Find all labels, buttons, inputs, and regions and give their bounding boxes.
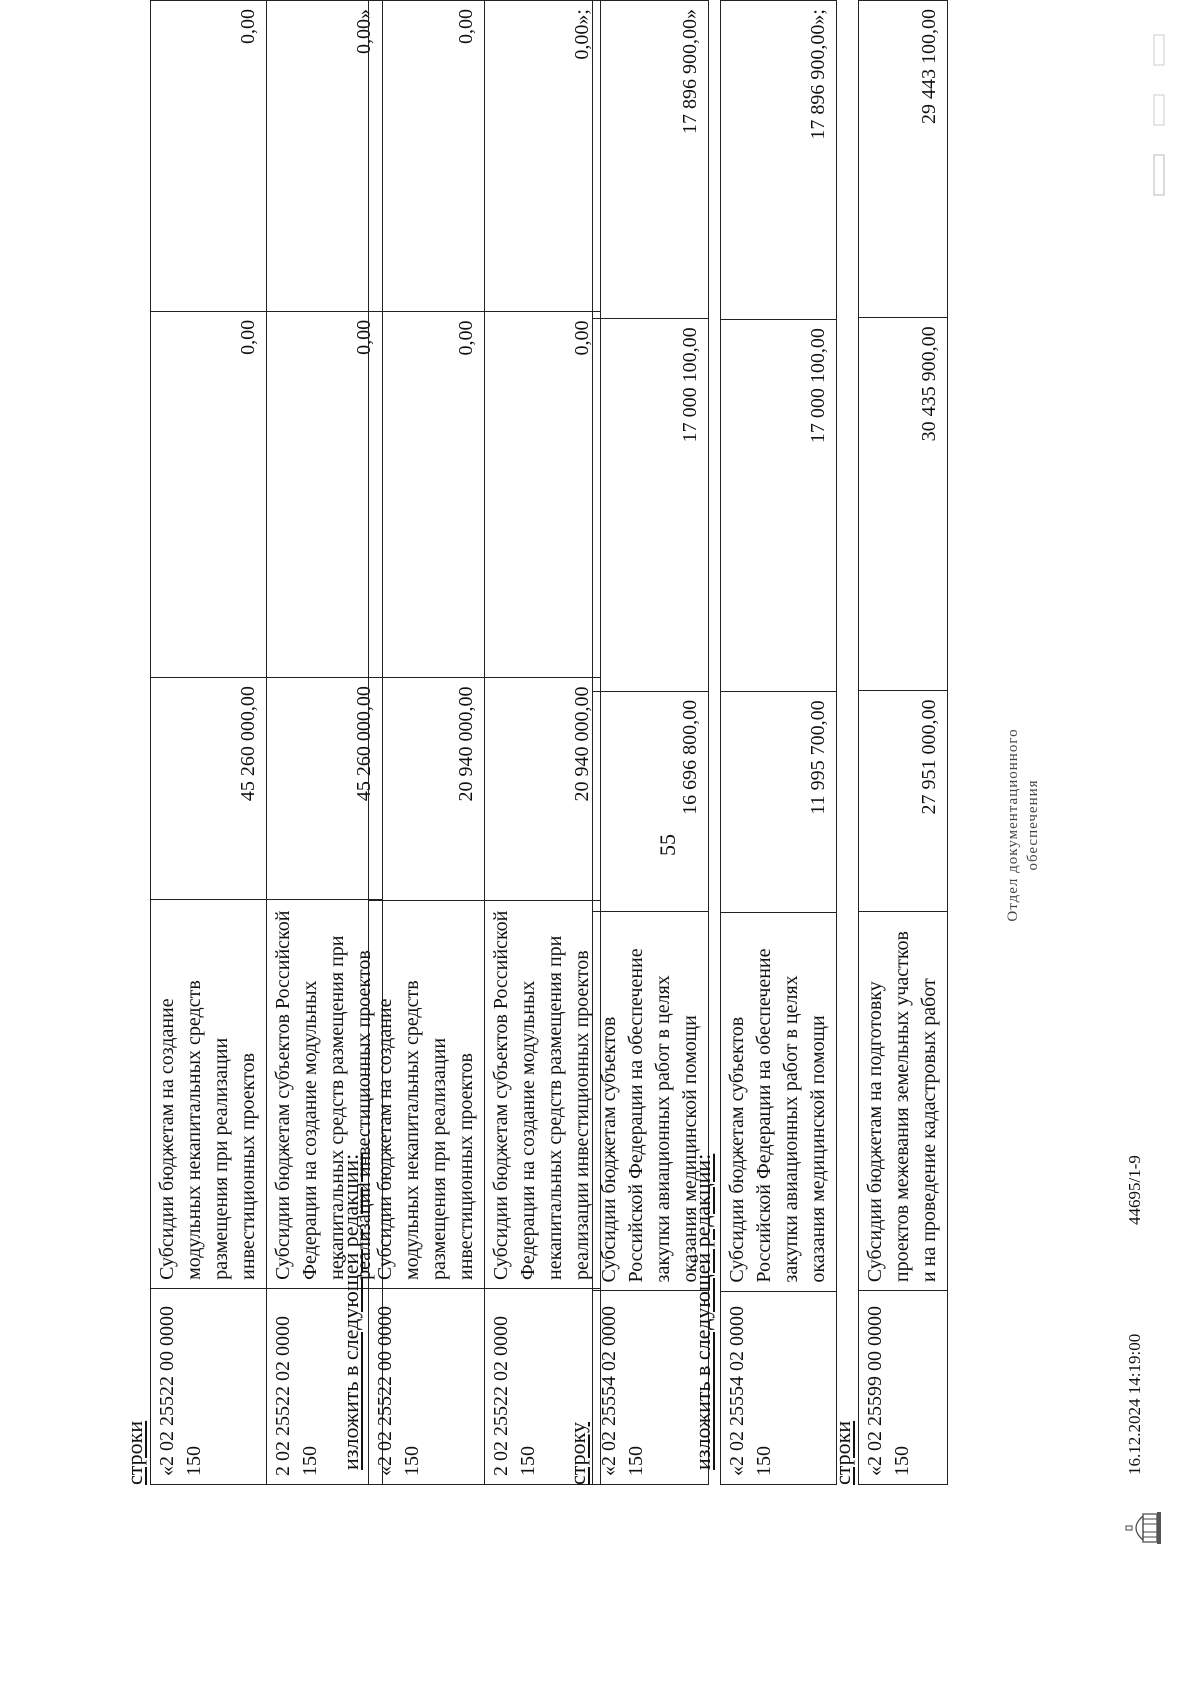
row-value-3: 17 896 900,00» — [593, 1, 709, 319]
section-label-1: строки — [122, 1420, 147, 1485]
row-name: Субсидии бюджетам субъектов Российской Федерации на обеспечение закупки авиационных работ в целях оказания медицинской помощи — [721, 912, 837, 1291]
row-value-3: 17 896 900,00»; — [721, 1, 837, 320]
row-value-3: 0,00 — [369, 1, 485, 312]
row-code: «2 02 25554 02 0000 150 — [721, 1291, 837, 1484]
row-value-1: 45 260 000,00 — [151, 678, 267, 900]
row-code: «2 02 25522 00 0000 150 — [151, 1288, 267, 1484]
stamp-line-2: обеспечения — [1025, 779, 1041, 871]
row-value-2: 0,00 — [369, 312, 485, 678]
row-value-3: 0,00»; — [485, 1, 601, 312]
table-section-2 — [368, 0, 601, 1485]
duma-logo-icon — [1125, 1511, 1165, 1545]
row-value-2: 0,00 — [485, 312, 601, 678]
row-value-1: 45 260 000,00 — [267, 678, 383, 900]
row-name: Субсидии бюджетам субъектов Российской Федерации на создание модульных некапитальных средств размещения при реализации инвестиционных проектов — [267, 900, 383, 1288]
table-row — [859, 1, 948, 1485]
row-name: Субсидии бюджетам субъектов Российской Федерации на обеспечение закупки авиационных работ в целях оказания медицинской помощи — [593, 912, 709, 1291]
row-value-1: 20 940 000,00 — [369, 678, 485, 900]
row-code: 2 02 25522 02 0000 150 — [485, 1288, 601, 1484]
row-value-2: 30 435 900,00 — [859, 318, 948, 691]
section-label-5: строки — [830, 1420, 855, 1485]
row-name: Субсидии бюджетам на создание модульных некапитальных средств размещения при реализации инвестиционных проектов — [369, 900, 485, 1288]
row-value-3: 0,00 — [151, 1, 267, 312]
section-label-2: изложить в следующей редакции: — [338, 1153, 363, 1470]
row-value-3: 0,00» — [267, 1, 383, 312]
row-name: Субсидии бюджетам на создание модульных некапитальных средств размещения при реализации инвестиционных проектов — [151, 900, 267, 1288]
section-label-3: строку — [565, 1421, 590, 1485]
table-row — [721, 1, 837, 1485]
table-row — [267, 1, 383, 1485]
table-row — [485, 1, 601, 1485]
page-number: 55 — [655, 834, 680, 856]
footer-datetime: 16.12.2024 14:19:00 — [1125, 1333, 1144, 1475]
row-code: 2 02 25522 02 0000 150 — [267, 1288, 383, 1484]
row-name: Субсидии бюджетам на подготовку проектов межевания земельных участков и на проведение кадастровых работ — [859, 912, 948, 1291]
scan-marks — [1150, 15, 1170, 215]
row-value-1: 20 940 000,00 — [485, 678, 601, 900]
row-value-1: 16 696 800,00 — [593, 691, 709, 912]
stamp-line-1: Отдел документационного — [1005, 728, 1021, 922]
row-value-1: 27 951 000,00 — [859, 691, 948, 912]
table-row — [151, 1, 267, 1485]
section-label-4: изложить в следующей редакции: — [690, 1153, 715, 1470]
department-stamp — [1003, 675, 1043, 975]
row-value-2: 0,00 — [151, 311, 267, 677]
table-section-4 — [720, 0, 837, 1485]
table-section-5 — [858, 0, 948, 1485]
row-code: «2 02 25554 02 0000 150 — [593, 1291, 709, 1485]
row-code: «2 02 25522 00 0000 150 — [369, 1288, 485, 1484]
row-value-1: 11 995 700,00 — [721, 692, 837, 912]
row-name: Субсидии бюджетам субъектов Российской Федерации на создание модульных некапитальных средств размещения при реализации инвестиционных проектов — [485, 900, 601, 1288]
row-value-3: 29 443 100,00 — [859, 1, 948, 318]
footer-doc-number: 44695/1-9 — [1125, 1155, 1144, 1225]
row-value-2: 0,00 — [267, 311, 383, 677]
row-code: «2 02 25599 00 0000 150 — [859, 1291, 948, 1485]
row-value-2: 17 000 100,00 — [593, 319, 709, 691]
row-value-2: 17 000 100,00 — [721, 320, 837, 692]
table-row — [369, 1, 485, 1485]
